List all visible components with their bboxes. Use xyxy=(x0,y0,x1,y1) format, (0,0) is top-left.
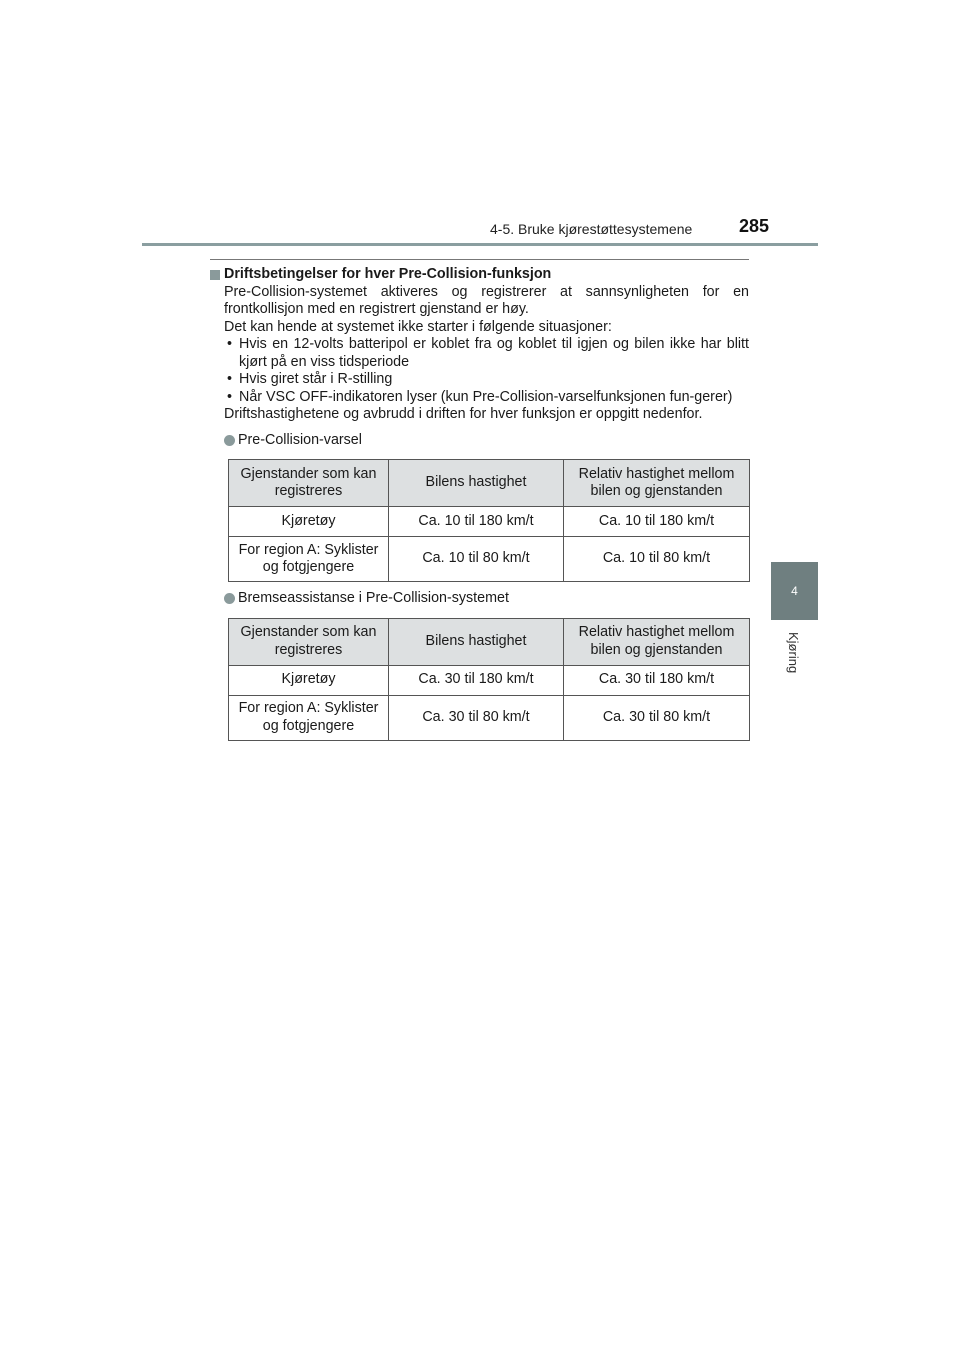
table-row xyxy=(229,537,750,582)
summary-paragraph: Driftshastighetene og avbrudd i driften for hver funksjon er oppgitt nedenfor. xyxy=(224,406,703,422)
table-header-cell: Gjenstander som kan registreres xyxy=(229,618,389,665)
table-cell: Ca. 30 til 180 km/t xyxy=(389,665,564,695)
subsection-title-brake-assist xyxy=(210,590,749,608)
intro-paragraph-2: Det kan hende at systemet ikke starter i følgende situasjoner: xyxy=(224,318,612,335)
table-cell: Ca. 10 til 180 km/t xyxy=(389,507,564,537)
table-cell: Ca. 10 til 180 km/t xyxy=(564,507,750,537)
subsection-title-warning xyxy=(210,432,749,450)
section-heading xyxy=(210,266,749,284)
table-cell: Ca. 30 til 80 km/t xyxy=(564,695,750,740)
page-number: 285 xyxy=(739,216,770,236)
table-cell: Kjøretøy xyxy=(229,665,389,695)
table-cell: For region A: Syklister og fotgjengere xyxy=(229,695,389,740)
table-header-cell: Relativ hastighet mellom bilen og gjenstanden xyxy=(564,618,750,665)
brake-assist-speed-table xyxy=(228,618,750,741)
table-cell: Ca. 30 til 80 km/t xyxy=(389,695,564,740)
table-cell: For region A: Syklister og fotgjengere xyxy=(229,537,389,582)
table-row xyxy=(229,695,750,740)
list-item: • Hvis giret står i R-stilling xyxy=(227,371,749,389)
table-row xyxy=(229,507,750,537)
chapter-tab xyxy=(771,562,818,620)
square-bullet-icon xyxy=(210,270,220,280)
table-header-cell: Bilens hastighet xyxy=(389,460,564,507)
warning-speed-table xyxy=(228,459,750,582)
running-header-section: 4-5. Bruke kjørestøttesystemene xyxy=(490,221,693,237)
table-header-row xyxy=(229,460,750,507)
table-cell: Kjøretøy xyxy=(229,507,389,537)
circle-bullet-icon xyxy=(224,593,235,604)
table-row xyxy=(229,665,750,695)
table-cell: Ca. 30 til 180 km/t xyxy=(564,665,750,695)
intro-paragraph: Pre-Collision-systemet aktiveres og registrerer at sannsynligheten for en frontkollisjon med en registrert gjenstand er høy. xyxy=(224,283,749,317)
circle-bullet-icon xyxy=(224,435,235,446)
table-header-cell: Relativ hastighet mellom bilen og gjenstanden xyxy=(564,460,750,507)
header-divider xyxy=(142,243,818,246)
chapter-tab-number: 4 xyxy=(791,584,798,598)
table-header-cell: Bilens hastighet xyxy=(389,618,564,665)
content-divider xyxy=(210,259,749,260)
list-item: • Når VSC OFF-indikatoren lyser (kun Pre-Collision-varselfunksjonen fun-gerer) xyxy=(227,389,749,407)
table-header-row xyxy=(229,618,750,665)
main-content xyxy=(210,266,749,741)
chapter-tab-label: Kjøring xyxy=(786,632,801,674)
list-item: • Hvis en 12-volts batteripol er koblet fra og koblet til igjen og bilen ikke har blitt kjørt på en viss tidsperiode xyxy=(227,336,749,371)
table-cell: Ca. 10 til 80 km/t xyxy=(564,537,750,582)
subsection-title-text: Bremseassistanse i Pre-Collision-systemet xyxy=(238,590,509,606)
table-header-cell: Gjenstander som kan registreres xyxy=(229,460,389,507)
table-cell: Ca. 10 til 80 km/t xyxy=(389,537,564,582)
section-heading-text: Driftsbetingelser for hver Pre-Collision-funksjon xyxy=(224,266,552,282)
situation-list xyxy=(210,336,749,406)
subsection-title-text: Pre-Collision-varsel xyxy=(238,431,362,448)
